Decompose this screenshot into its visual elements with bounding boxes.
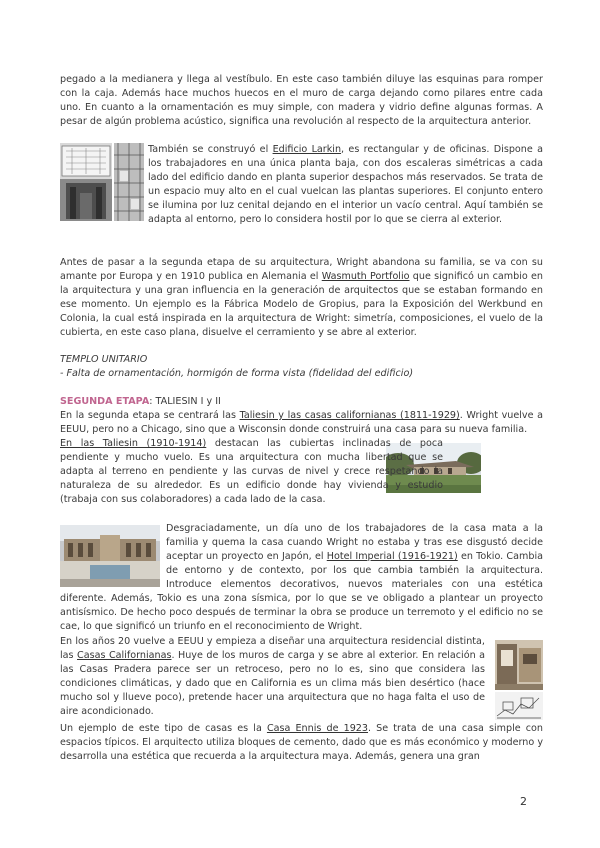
paragraph-wasmuth: Antes de pasar a la segunda etapa de su arquitectura, Wright abandona su familia, se va con su amante por Europa y en 1910 publica en Alemania el Wasmuth Portfolio que significó un cambio en la arquitectura y una gran influencia en la generación de arquitectos que se estaban formando en ese momento. Un ejemplo es la Fábrica Modelo de Gropius, para la Exposición del Werkbund en Colonia, la cual está inspirada en la arquitectura de Wright: simetría, composiciones, el vuelo de la cubierta, en este caso plana, disuelve el cerramiento y se abre al exterior. — [60, 257, 543, 338]
casas-californianas-link[interactable]: Casas Californianas — [77, 650, 172, 661]
paragraph-hotel-imperial: Desgraciadamente, un día uno de los trabajadores de la casa mata a la familia y quema la casa cuando Wright no estaba y tras ese disgustó decide aceptar un proyecto en Japón, el Hotel Imperial (1916-1921) en Tokio. Cambia de entorno y de contexto, por los que cambia también la arquitectura. Introduce elementos decorativos, nuevos materiales con una estética diferente. Además, Tokio es una zona sísmica, por lo que se ve obligado a plantear un proyecto antisísmico. De hecho poco después de terminar la obra se produce un terremoto y el edificio no se cae, lo que significó un triunfo en el reconocimiento de Wright. — [60, 523, 543, 632]
paragraph-intro: pegado a la medianera y llega al vestíbulo. En este caso también diluye las esquinas para romper con la caja. Además hace muchos huecos en el muro de carga dejando como pilares entre cada uno. En cuanto a la ornamentación es muy simple, con madera y vidrio define algunas formas. A pesar de algún problema acústico, significa una revolución al respecto de la arquitectura anterior. — [60, 74, 543, 127]
templo-heading: TEMPLO UNITARIO — [60, 354, 148, 365]
paragraph-larkin: También se construyó el Edificio Larkin, es rectangular y de oficinas. Dispone a los trabajadores en una única planta baja, con dos escaleras simétricas a cada lado del edificio dando en planta superior despachos más reservados. Se trata de un espacio muy alto en el cual vuelcan las plantas superiores. El conjunto entero se ilumina por luz cenital dejando en el interior un vacío central. Aquí también se adapta al entorno, pero lo considera hostil por lo que se cierra al exterior. — [148, 144, 543, 225]
hotel-imperial-link[interactable]: Hotel Imperial (1916-1921) — [326, 551, 458, 562]
page-number: 2 — [520, 795, 527, 808]
paragraph-casa-ennis: Un ejemplo de este tipo de casas es la Casa Ennis de 1923. Se trata de una casa simple con espacios típicos. El arquitecto utiliza bloques de cemento, dado que es más económico y moderno y desarrolla una estética que recuerda a la arquitectura maya. Además, genera una gran — [60, 723, 543, 762]
casa-ennis-link[interactable]: Casa Ennis de 1923 — [266, 723, 369, 734]
taliesin-californianas-link[interactable]: Taliesin y las casas californianas (1811-1929) — [239, 410, 460, 421]
paragraph-templo — [60, 353, 543, 381]
paragraph-segunda-etapa: SEGUNDA ETAPA: TALIESIN I y II En la segunda etapa se centrará las Taliesin y las casas californianas (1811-1929). Wright vuelve a EEUU, pero no a Chicago, sino que a Wisconsin donde construirá una casa para su nueva familia. En las Taliesin (1910-1914) destacan las cubiertas inclinadas de poca pendiente y mucho vuelo. Es una arquitectura con mucha libertad que se adapta al terreno en pendiente y las curvas de nivel y crece respetando la naturaleza de su alrededor. Es un edificio donde hay vivienda y estudio (trabaja con sus colaboradores) a cada lado de la casa. — [60, 396, 543, 505]
section-heading: SEGUNDA ETAPA: TALIESIN I y II — [60, 396, 221, 407]
templo-note: - Falta de ornamentación, hormigón de forma vista (fidelidad del edificio) — [60, 368, 414, 379]
paragraph-casas-californianas: En los años 20 vuelve a EEUU y empieza a diseñar una arquitectura residencial distinta, las Casas Californianas. Huye de los muros de carga y se abre al exterior. En relación a las Casas Pradera parece ser un retroceso, pero no lo es, sino que considera las condiciones climáticas, y dado que en California es un clima más bien desértico (hace mucho sol y llueve poco), pretende hacer una arquitectura que no haga falta el uso de aire acondicionado. — [60, 636, 486, 717]
taliesin-link[interactable]: En las Taliesin (1910-1914) — [60, 438, 207, 449]
wasmuth-link[interactable]: Wasmuth Portfolio — [321, 271, 410, 282]
larkin-link[interactable]: Edificio Larkin — [272, 144, 342, 155]
